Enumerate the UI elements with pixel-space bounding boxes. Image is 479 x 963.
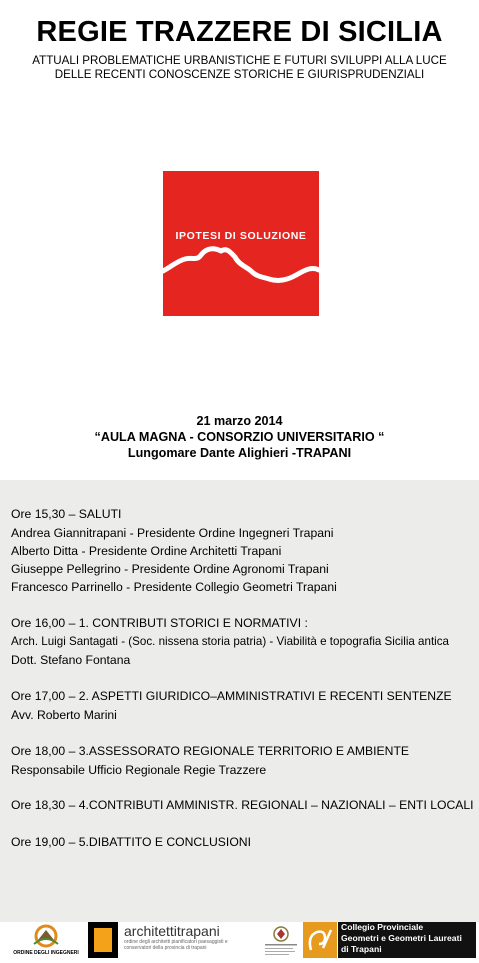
program-section <box>0 480 479 922</box>
republic-emblem-icon <box>262 924 300 958</box>
subtitle-line-2: DELLE RECENTI CONOSCENZE STORICHE E GIURISPRUDENZIALI <box>54 68 425 81</box>
trazzera-line-icon <box>163 171 319 316</box>
program-line: Dott. Stefano Fontana <box>11 653 131 667</box>
program-line: Responsabile Ufficio Regionale Regie Trazzere <box>11 763 267 777</box>
geometri-line-2: Geometri e Geometri Laureati <box>341 933 462 943</box>
geometri-emblem-icon <box>303 922 337 958</box>
architetti-caption: ordine degli architetti pianificatori paesaggisti e conservatori della provincia di trapani <box>124 939 228 951</box>
poster-subtitle <box>0 54 479 82</box>
geometri-mark <box>303 922 337 958</box>
ingegneri-label: ORDINE DEGLI INGEGNERI <box>13 950 79 956</box>
agronomi-logo <box>262 924 300 958</box>
poster-header <box>0 0 479 480</box>
program-line: Giuseppe Pellegrino - Presidente Ordine Agronomi Trapani <box>11 562 329 576</box>
program-line: Andrea Giannitrapani - Presidente Ordine Ingegneri Trapani <box>11 526 334 540</box>
program-line: Alberto Ditta - Presidente Ordine Architetti Trapani <box>11 544 282 558</box>
program-line: Ore 15,30 – SALUTI <box>11 507 122 521</box>
program-line: Ore 19,00 – 5.DIBATTITO E CONCLUSIONI <box>11 835 251 849</box>
program-line: Avv. Roberto Marini <box>11 708 117 722</box>
ingegneri-logo <box>6 924 86 958</box>
geometri-line-3: di Trapani <box>341 944 382 954</box>
event-address: Lungomare Dante Alighieri -TRAPANI <box>127 446 352 460</box>
architetti-name: architettitrapani <box>124 923 220 939</box>
geometri-line-1: Collegio Provinciale <box>341 922 424 932</box>
program-line: Ore 18,30 – 4.CONTRIBUTI AMMINISTR. REGIONALI – NAZIONALI – ENTI LOCALI <box>11 798 474 812</box>
ipotesi-logo <box>163 171 319 316</box>
subtitle-line-1: ATTUALI PROBLEMATICHE URBANISTICHE E FUTURI SVILUPPI ALLA LUCE <box>32 54 447 67</box>
event-info <box>0 413 479 461</box>
geometri-logo <box>338 922 476 958</box>
poster-title: REGIE TRAZZERE DI SICILIA <box>36 16 443 48</box>
event-date: 21 marzo 2014 <box>196 414 283 428</box>
logo-text: IPOTESI DI SOLUZIONE <box>175 230 307 242</box>
program-line: Ore 17,00 – 2. ASPETTI GIURIDICO–AMMINISTRATIVI E RECENTI SENTENZE <box>11 689 452 703</box>
program-line: Arch. Luigi Santagati - (Soc. nissena storia patria) - Viabilità e topografia Sicilia antica <box>11 635 449 648</box>
program-line: Francesco Parrinello - Presidente Collegio Geometri Trapani <box>11 580 337 594</box>
event-venue: “AULA MAGNA - CONSORZIO UNIVERSITARIO “ <box>94 430 385 444</box>
architetti-square-icon <box>94 928 112 952</box>
sponsor-footer <box>0 922 479 960</box>
program-line: Ore 18,00 – 3.ASSESSORATO REGIONALE TERRITORIO E AMBIENTE <box>11 744 410 758</box>
program-line: Ore 16,00 – 1. CONTRIBUTI STORICI E NORMATIVI : <box>11 616 308 630</box>
architetti-mark <box>88 922 118 958</box>
ingegneri-emblem-icon <box>6 924 86 948</box>
architetti-logo <box>124 923 256 957</box>
